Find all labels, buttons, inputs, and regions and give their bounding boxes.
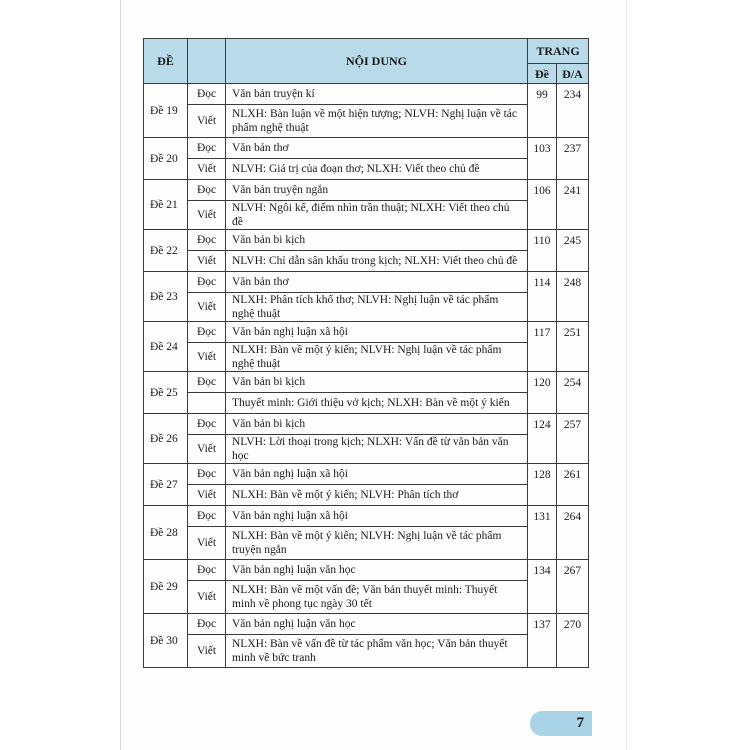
- viet-content: NLVH: Giá trị của đoạn thơ; NLXH: Viết theo chủ đề: [226, 159, 528, 180]
- doc-content: Văn bản nghị luận văn học: [226, 560, 528, 581]
- table-row: [144, 343, 589, 372]
- viet-label: [188, 393, 226, 414]
- page-de: 131: [528, 506, 557, 560]
- doc-content: Văn bản nghị luận văn học: [226, 614, 528, 635]
- table-row: [144, 485, 589, 506]
- header-type: [188, 39, 226, 84]
- viet-label: Viết: [188, 635, 226, 668]
- doc-content: Văn bản nghị luận xã hội: [226, 464, 528, 485]
- page-de: 103: [528, 138, 557, 180]
- page-de: 110: [528, 230, 557, 272]
- doc-label: Đọc: [188, 230, 226, 251]
- de-label: Đề 23: [144, 272, 188, 322]
- table-row: [144, 138, 589, 159]
- doc-content: Văn bản nghị luận xã hội: [226, 506, 528, 527]
- doc-content: Văn bản thơ: [226, 138, 528, 159]
- table-row: [144, 322, 589, 343]
- doc-label: Đọc: [188, 138, 226, 159]
- viet-content: NLXH: Phân tích khổ thơ; NLVH: Nghị luận về tác phẩm nghệ thuật: [226, 293, 528, 322]
- viet-content: NLXH: Bàn về một ý kiến; NLVH: Nghị luận về tác phẩm nghệ thuật: [226, 343, 528, 372]
- de-label: Đề 25: [144, 372, 188, 414]
- doc-label: Đọc: [188, 614, 226, 635]
- page-de: 134: [528, 560, 557, 614]
- page-da: 237: [557, 138, 589, 180]
- table-row: [144, 635, 589, 668]
- page-da: 241: [557, 180, 589, 230]
- doc-label: Đọc: [188, 560, 226, 581]
- viet-content: NLVH: Ngôi kể, điểm nhìn trần thuật; NLXH: Viết theo chủ đề: [226, 201, 528, 230]
- page-de: 117: [528, 322, 557, 372]
- table-row: [144, 527, 589, 560]
- header-noi-dung: NỘI DUNG: [226, 39, 528, 84]
- page-da: 251: [557, 322, 589, 372]
- page-de: 137: [528, 614, 557, 668]
- page-da: 257: [557, 414, 589, 464]
- table-row: [144, 201, 589, 230]
- table-row: [144, 293, 589, 322]
- de-label: Đề 30: [144, 614, 188, 668]
- doc-label: Đọc: [188, 506, 226, 527]
- viet-label: Viết: [188, 581, 226, 614]
- viet-label: Viết: [188, 201, 226, 230]
- page-de: 124: [528, 414, 557, 464]
- viet-label: Viết: [188, 159, 226, 180]
- viet-label: Viết: [188, 527, 226, 560]
- page-da: 261: [557, 464, 589, 506]
- viet-content: NLVH: Chỉ dẫn sân khấu trong kịch; NLXH: Viết theo chủ đề: [226, 251, 528, 272]
- de-label: Đề 20: [144, 138, 188, 180]
- page-de: 106: [528, 180, 557, 230]
- table-row: [144, 560, 589, 581]
- page-da: 267: [557, 560, 589, 614]
- header-trang: TRANG: [528, 39, 589, 64]
- viet-label: Viết: [188, 251, 226, 272]
- doc-label: Đọc: [188, 84, 226, 105]
- page-de: 120: [528, 372, 557, 414]
- page-da: 270: [557, 614, 589, 668]
- de-label: Đề 27: [144, 464, 188, 506]
- doc-content: Văn bản bi kịch: [226, 230, 528, 251]
- page-number: 7: [530, 711, 592, 736]
- page-da: 254: [557, 372, 589, 414]
- table-row: [144, 581, 589, 614]
- table-row: [144, 464, 589, 485]
- viet-content: NLXH: Bàn về một ý kiến; NLVH: Nghị luận về tác phẩm truyện ngắn: [226, 527, 528, 560]
- doc-content: Văn bản nghị luận xã hội: [226, 322, 528, 343]
- header-trang-da: Đ/A: [557, 64, 589, 84]
- page-de: 128: [528, 464, 557, 506]
- table-row: [144, 105, 589, 138]
- viet-content: NLXH: Bàn về một vấn đề; Văn bản thuyết minh: Thuyết minh về phong tục ngày 30 tết: [226, 581, 528, 614]
- viet-content: NLXH: Bàn về một ý kiến; NLVH: Phân tích thơ: [226, 485, 528, 506]
- doc-content: Văn bản bi kịch: [226, 414, 528, 435]
- table-row: [144, 372, 589, 393]
- doc-label: Đọc: [188, 180, 226, 201]
- doc-content: Văn bản bi kịch: [226, 372, 528, 393]
- table-row: [144, 614, 589, 635]
- viet-label: Viết: [188, 105, 226, 138]
- header-de: ĐỀ: [144, 39, 188, 84]
- table-row: [144, 251, 589, 272]
- table-row: [144, 414, 589, 435]
- table-row: [144, 506, 589, 527]
- viet-label: Viết: [188, 343, 226, 372]
- doc-content: Văn bản truyện ngắn: [226, 180, 528, 201]
- table-row: [144, 180, 589, 201]
- viet-content: Thuyết minh: Giới thiệu vở kịch; NLXH: Bàn về một ý kiến: [226, 393, 528, 414]
- de-label: Đề 21: [144, 180, 188, 230]
- de-label: Đề 22: [144, 230, 188, 272]
- table-row: [144, 84, 589, 105]
- de-label: Đề 19: [144, 84, 188, 138]
- viet-content: NLVH: Lời thoại trong kịch; NLXH: Vấn đề từ văn bản văn học: [226, 435, 528, 464]
- page-da: 234: [557, 84, 589, 138]
- doc-content: Văn bản truyện kí: [226, 84, 528, 105]
- page-da: 264: [557, 506, 589, 560]
- viet-content: NLXH: Bàn luận về một hiện tượng; NLVH: Nghị luận về tác phẩm nghệ thuật: [226, 105, 528, 138]
- viet-content: NLXH: Bàn về vấn đề từ tác phẩm văn học; Văn bản thuyết minh về bức tranh: [226, 635, 528, 668]
- page-da: 245: [557, 230, 589, 272]
- table-row: [144, 435, 589, 464]
- page-da: 248: [557, 272, 589, 322]
- table-row: [144, 159, 589, 180]
- header-trang-de: Đề: [528, 64, 557, 84]
- table-row: [144, 230, 589, 251]
- de-label: Đề 28: [144, 506, 188, 560]
- viet-label: Viết: [188, 293, 226, 322]
- page-de: 99: [528, 84, 557, 138]
- doc-label: Đọc: [188, 464, 226, 485]
- viet-label: Viết: [188, 435, 226, 464]
- table-row: [144, 393, 589, 414]
- doc-label: Đọc: [188, 372, 226, 393]
- contents-table: [143, 38, 589, 668]
- page-de: 114: [528, 272, 557, 322]
- de-label: Đề 26: [144, 414, 188, 464]
- doc-label: Đọc: [188, 272, 226, 293]
- doc-content: Văn bản thơ: [226, 272, 528, 293]
- de-label: Đề 24: [144, 322, 188, 372]
- table-row: [144, 272, 589, 293]
- viet-label: Viết: [188, 485, 226, 506]
- doc-label: Đọc: [188, 322, 226, 343]
- de-label: Đề 29: [144, 560, 188, 614]
- doc-label: Đọc: [188, 414, 226, 435]
